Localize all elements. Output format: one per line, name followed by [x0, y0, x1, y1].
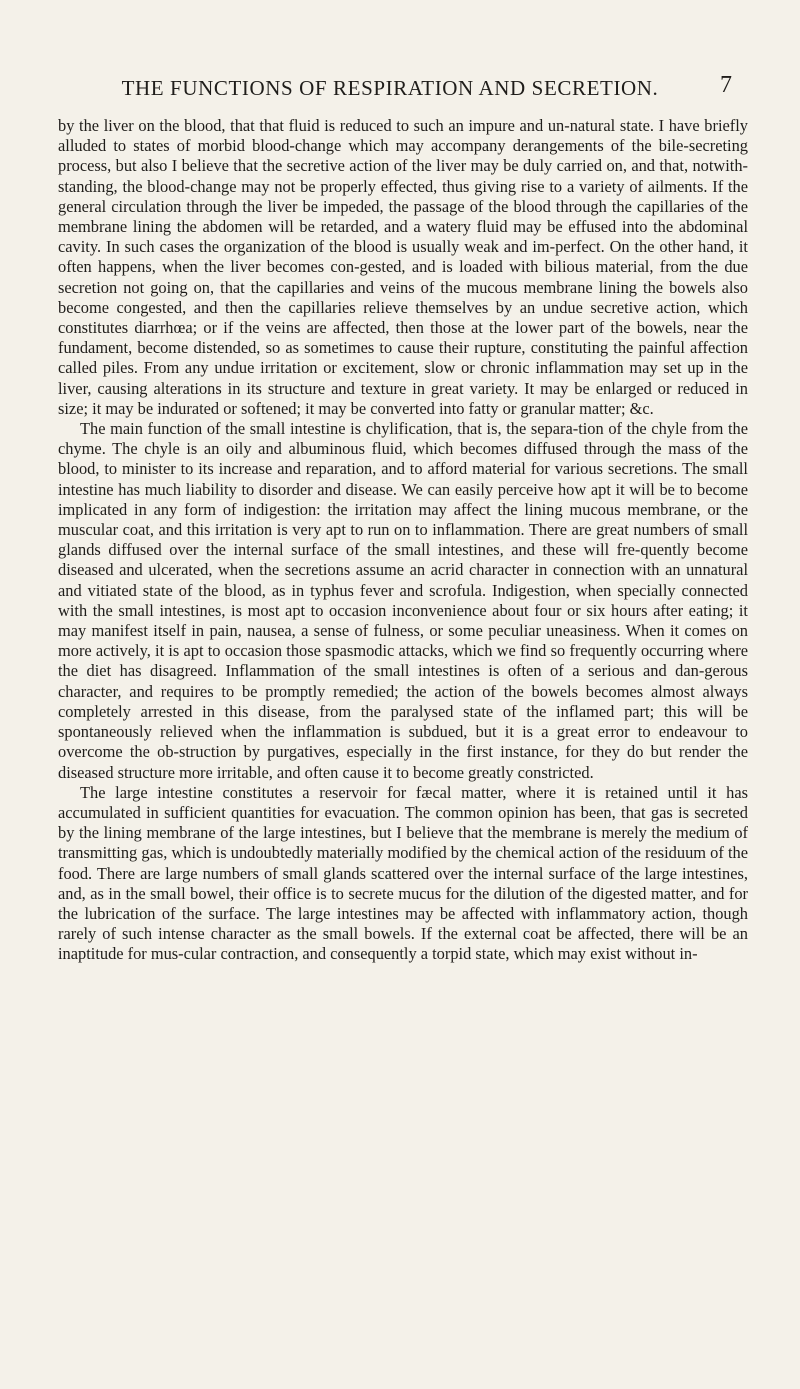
page-number: 7 — [720, 72, 732, 98]
body-text — [58, 116, 748, 965]
paragraph-large-intestine: The large intestine constitutes a reservoir for fæcal matter, where it is retained until it has accumulated in sufficient quantities for evacuation. The common opinion has been, that gas is secreted by the lining membrane of the large intestines, but I believe that the membrane is merely the medium of transmitting gas, which is undoubtedly materially modified by the chemical action of the residuum of the food. There are large numbers of small glands scattered over the internal surface of the large intestines, and, as in the small bowel, their office is to secrete mucus for the dilution of the digested matter, and for the lubrication of the surface. The large intestines may be affected with inflammatory action, though rarely of such intense character as the small bowels. If the external coat be affected, there will be an inaptitude for mus-cular contraction, and consequently a torpid state, which may exist without in- — [58, 782, 748, 964]
paragraph-liver-continued: by the liver on the blood, that that fluid is reduced to such an impure and un-natural state. I have briefly alluded to states of morbid blood-change which may accompany derangements of the bile-secreting process, but also I believe that the secretive action of the liver may be duly carried on, and that, notwith-standing, the blood-change may not be properly effected, thus giving rise to a variety of ailments. If the general circulation through the liver be impeded, the passage of the blood through the capillaries of the membrane lining the abdomen will be retarded, and a watery fluid may be effused into the abdominal cavity. In such cases the organization of the blood is usually weak and im-perfect. On the other hand, it often happens, when the liver becomes con-gested, and is loaded with bilious material, from the due secretion not going on, that the capillaries and veins of the mucous membrane lining the bowels also become congested, and then the capillaries relieve themselves by an undue secretive action, which constitutes diarrhœa; or if the veins are affected, then those at the lower part of the bowels, near the fundament, become distended, so as sometimes to cause their rupture, constituting the painful affection called piles. From any undue irritation or excitement, slow or chronic inflammation may set up in the liver, causing alterations in its structure and texture in great variety. It may be enlarged or reduced in size; it may be indurated or softened; it may be converted into fatty or granular matter; &c. — [58, 116, 748, 418]
running-title: THE FUNCTIONS OF RESPIRATION AND SECRETION. — [121, 76, 659, 100]
paragraph-small-intestine: The main function of the small intestine is chylification, that is, the separa-tion of the chyle from the chyme. The chyle is an oily and albuminous fluid, which becomes diffused through the mass of the blood, to minister to its increase and reparation, and to afford material for various secretions. The small intestine has much liability to disorder and disease. We can easily perceive how apt it will be to become implicated in any form of indigestion: the irritation may affect the lining mucous membrane, or the muscular coat, and this irritation is very apt to run on to inflammation. There are great numbers of small glands diffused over the internal surface of the small intestines, and these will fre-quently become diseased and ulcerated, when the secretions assume an acrid character in connection with an unnatural and vitiated state of the blood, as in typhus fever and scrofula. Indigestion, when specially connected with the small intestines, is most apt to occasion inconvenience about four or six hours after eating; it may manifest itself in pain, nausea, a sense of fulness, or some peculiar uneasiness. When it comes on more actively, it is apt to occasion those spasmodic attacks, which we find so frequently occurring where the diet has disagreed. Inflammation of the small intestines is often of a serious and dan-gerous character, and requires to be promptly remedied; the action of the bowels becomes almost always completely arrested in this disease, from the paralysed state of the inflamed part; this will be spontaneously relieved when the inflammation is subdued, but it is a great error to endeavour to overcome the ob-struction by purgatives, especially in the first instance, for they do but render the diseased structure more irritable, and often cause it to become greatly constricted. — [58, 419, 748, 782]
running-head — [0, 72, 800, 106]
